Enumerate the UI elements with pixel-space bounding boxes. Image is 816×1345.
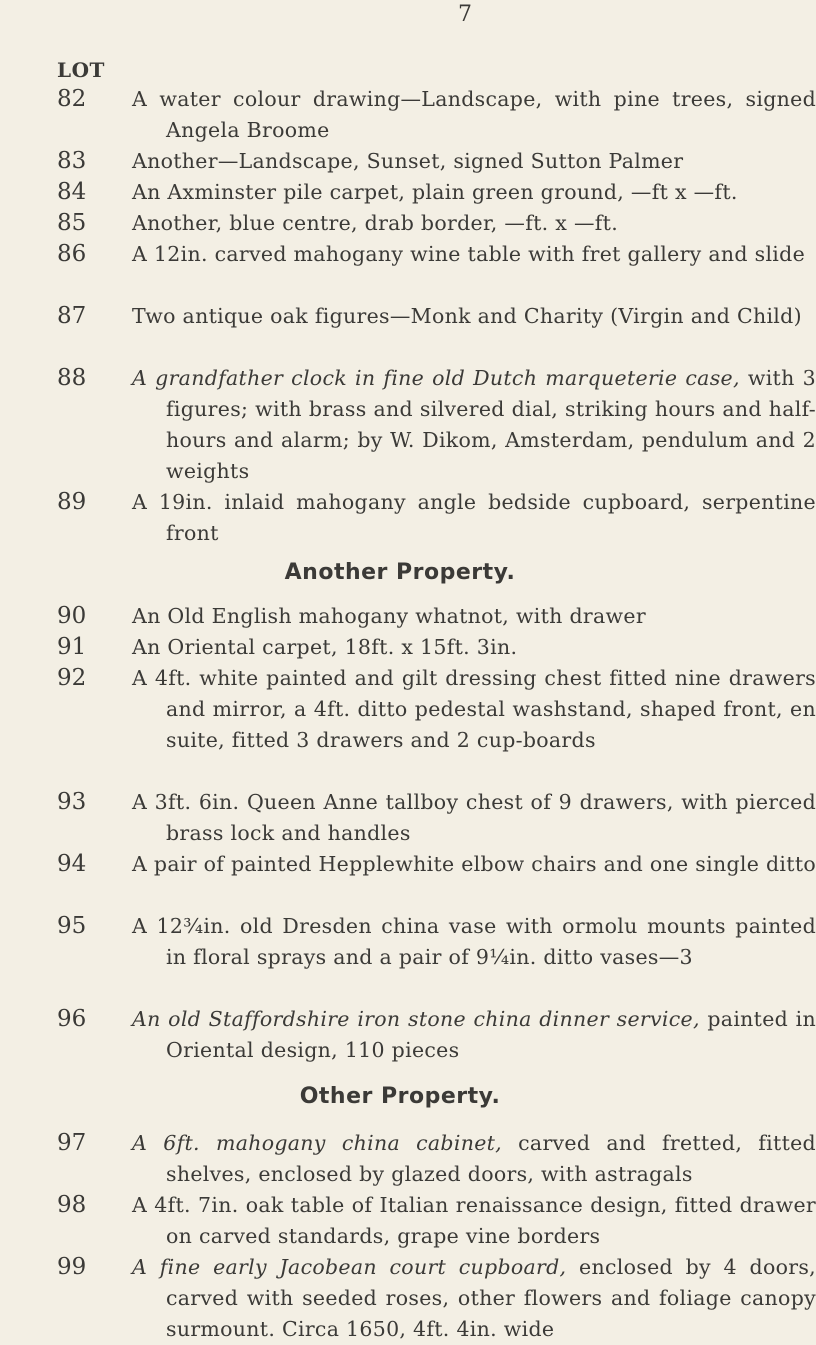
lot-description: An Axminster pile carpet, plain green ground, —ft x —ft. bbox=[132, 180, 738, 204]
page-number: 7 bbox=[458, 2, 472, 27]
lot-number: 88 bbox=[57, 365, 87, 391]
lot-number: 97 bbox=[57, 1130, 87, 1156]
lot-number: 87 bbox=[57, 303, 87, 329]
lot-description: An Oriental carpet, 18ft. x 15ft. 3in. bbox=[132, 635, 518, 659]
lot-description-rest: carved and fretted, fitted shelves, enclosed by glazed doors, with astragals bbox=[166, 1131, 816, 1186]
lot-description-italic: A fine early Jacobean court cupboard, bbox=[132, 1255, 567, 1279]
lot-description: A 12in. carved mahogany wine table with fret gallery and slide bbox=[132, 242, 806, 266]
lot-column-header: LOT bbox=[57, 58, 105, 82]
lot-number: 85 bbox=[57, 210, 87, 236]
lot-number: 82 bbox=[57, 86, 87, 112]
lot-description-rest: with 3 figures; with brass and silvered dial, striking hours and half-hours and alarm; by W. Dikom, Amsterdam, pendulum and 2 weights bbox=[166, 366, 816, 483]
lot-number: 91 bbox=[57, 634, 87, 660]
lot-number: 96 bbox=[57, 1006, 87, 1032]
lot-description-italic: An old Staffordshire iron stone china dinner service, bbox=[132, 1007, 700, 1031]
lot-number: 93 bbox=[57, 789, 87, 815]
lot-description: A 4ft. 7in. oak table of Italian renaissance design, fitted drawer on carved standards, grape vine borders bbox=[132, 1193, 816, 1248]
lot-number: 94 bbox=[57, 851, 87, 877]
lot-number: 95 bbox=[57, 913, 87, 939]
lot-description: A 4ft. white painted and gilt dressing chest fitted nine drawers and mirror, a 4ft. ditto pedestal washstand, shaped front, en suite, fitted 3 drawers and 2 cup-boards bbox=[132, 666, 816, 752]
lot-description: Two antique oak figures—Monk and Charity (Virgin and Child) bbox=[132, 304, 802, 328]
lot-description: An Old English mahogany whatnot, with drawer bbox=[132, 604, 646, 628]
lot-description bbox=[132, 1128, 816, 1190]
lot-description-italic: A grandfather clock in fine old Dutch marqueterie case, bbox=[132, 366, 740, 390]
lot-number: 92 bbox=[57, 665, 87, 691]
lot-description: A 19in. inlaid mahogany angle bedside cupboard, serpentine front bbox=[132, 490, 816, 545]
lot-description: A 12¾in. old Dresden china vase with ormolu mounts painted in floral sprays and a pair of 9¼in. ditto vases—3 bbox=[132, 914, 816, 969]
lot-description: A 3ft. 6in. Queen Anne tallboy chest of 9 drawers, with pierced brass lock and handles bbox=[132, 790, 816, 845]
lot-number: 84 bbox=[57, 179, 87, 205]
lot-description: Another—Landscape, Sunset, signed Sutton Palmer bbox=[132, 149, 684, 173]
lot-number: 90 bbox=[57, 603, 87, 629]
lot-description bbox=[132, 1252, 816, 1341]
section-heading-another-property: Another Property. bbox=[284, 560, 516, 585]
lot-description-italic: A 6ft. mahogany china cabinet, bbox=[132, 1131, 502, 1155]
lot-number: 98 bbox=[57, 1192, 87, 1218]
lot-description: A water colour drawing—Landscape, with pine trees, signed Angela Broome bbox=[132, 87, 816, 142]
lot-description bbox=[132, 363, 816, 487]
lot-number: 86 bbox=[57, 241, 87, 267]
lot-description-rest: painted in Oriental design, 110 pieces bbox=[166, 1007, 816, 1062]
lot-number: 99 bbox=[57, 1254, 87, 1280]
lot-description: A pair of painted Hepplewhite elbow chairs and one single ditto bbox=[132, 852, 816, 876]
section-heading-other-property: Other Property. bbox=[299, 1084, 501, 1109]
lot-number: 89 bbox=[57, 489, 87, 515]
lot-description bbox=[132, 1004, 816, 1066]
lot-number: 83 bbox=[57, 148, 87, 174]
lot-description: Another, blue centre, drab border, —ft. x —ft. bbox=[132, 211, 619, 235]
lot-description-rest: enclosed by 4 doors, carved with seeded roses, other flowers and foliage canopy surmount. Circa 1650, 4ft. 4in. wide bbox=[166, 1255, 816, 1341]
